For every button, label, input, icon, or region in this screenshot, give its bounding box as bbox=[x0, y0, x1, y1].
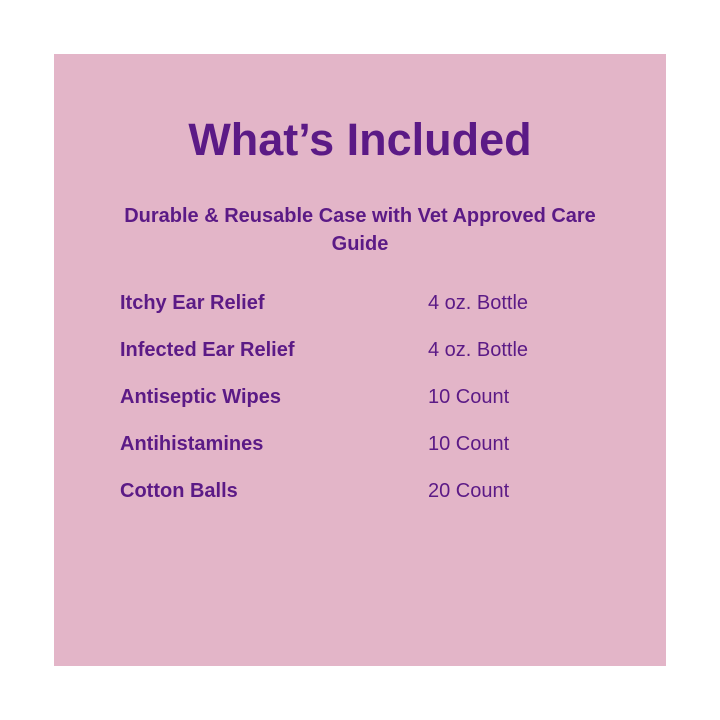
item-name: Cotton Balls bbox=[120, 480, 238, 502]
list-item bbox=[120, 289, 620, 336]
item-quantity: 20 Count bbox=[428, 480, 510, 502]
included-items-list bbox=[120, 289, 620, 524]
list-item bbox=[120, 430, 620, 477]
item-name: Itchy Ear Relief bbox=[120, 292, 265, 314]
item-quantity: 10 Count bbox=[428, 433, 510, 455]
list-item bbox=[120, 477, 620, 524]
item-quantity: 4 oz. Bottle bbox=[428, 292, 529, 314]
page-title: What’s Included bbox=[188, 114, 532, 165]
case-description: Durable & Reusable Case with Vet Approved Care Guide bbox=[124, 205, 596, 255]
item-name: Infected Ear Relief bbox=[120, 339, 295, 361]
list-item bbox=[120, 383, 620, 430]
item-name: Antihistamines bbox=[120, 433, 264, 455]
item-quantity: 10 Count bbox=[428, 386, 510, 408]
item-quantity: 4 oz. Bottle bbox=[428, 339, 529, 361]
list-item bbox=[120, 336, 620, 383]
item-name: Antiseptic Wipes bbox=[120, 386, 281, 408]
contents-panel bbox=[54, 54, 666, 666]
